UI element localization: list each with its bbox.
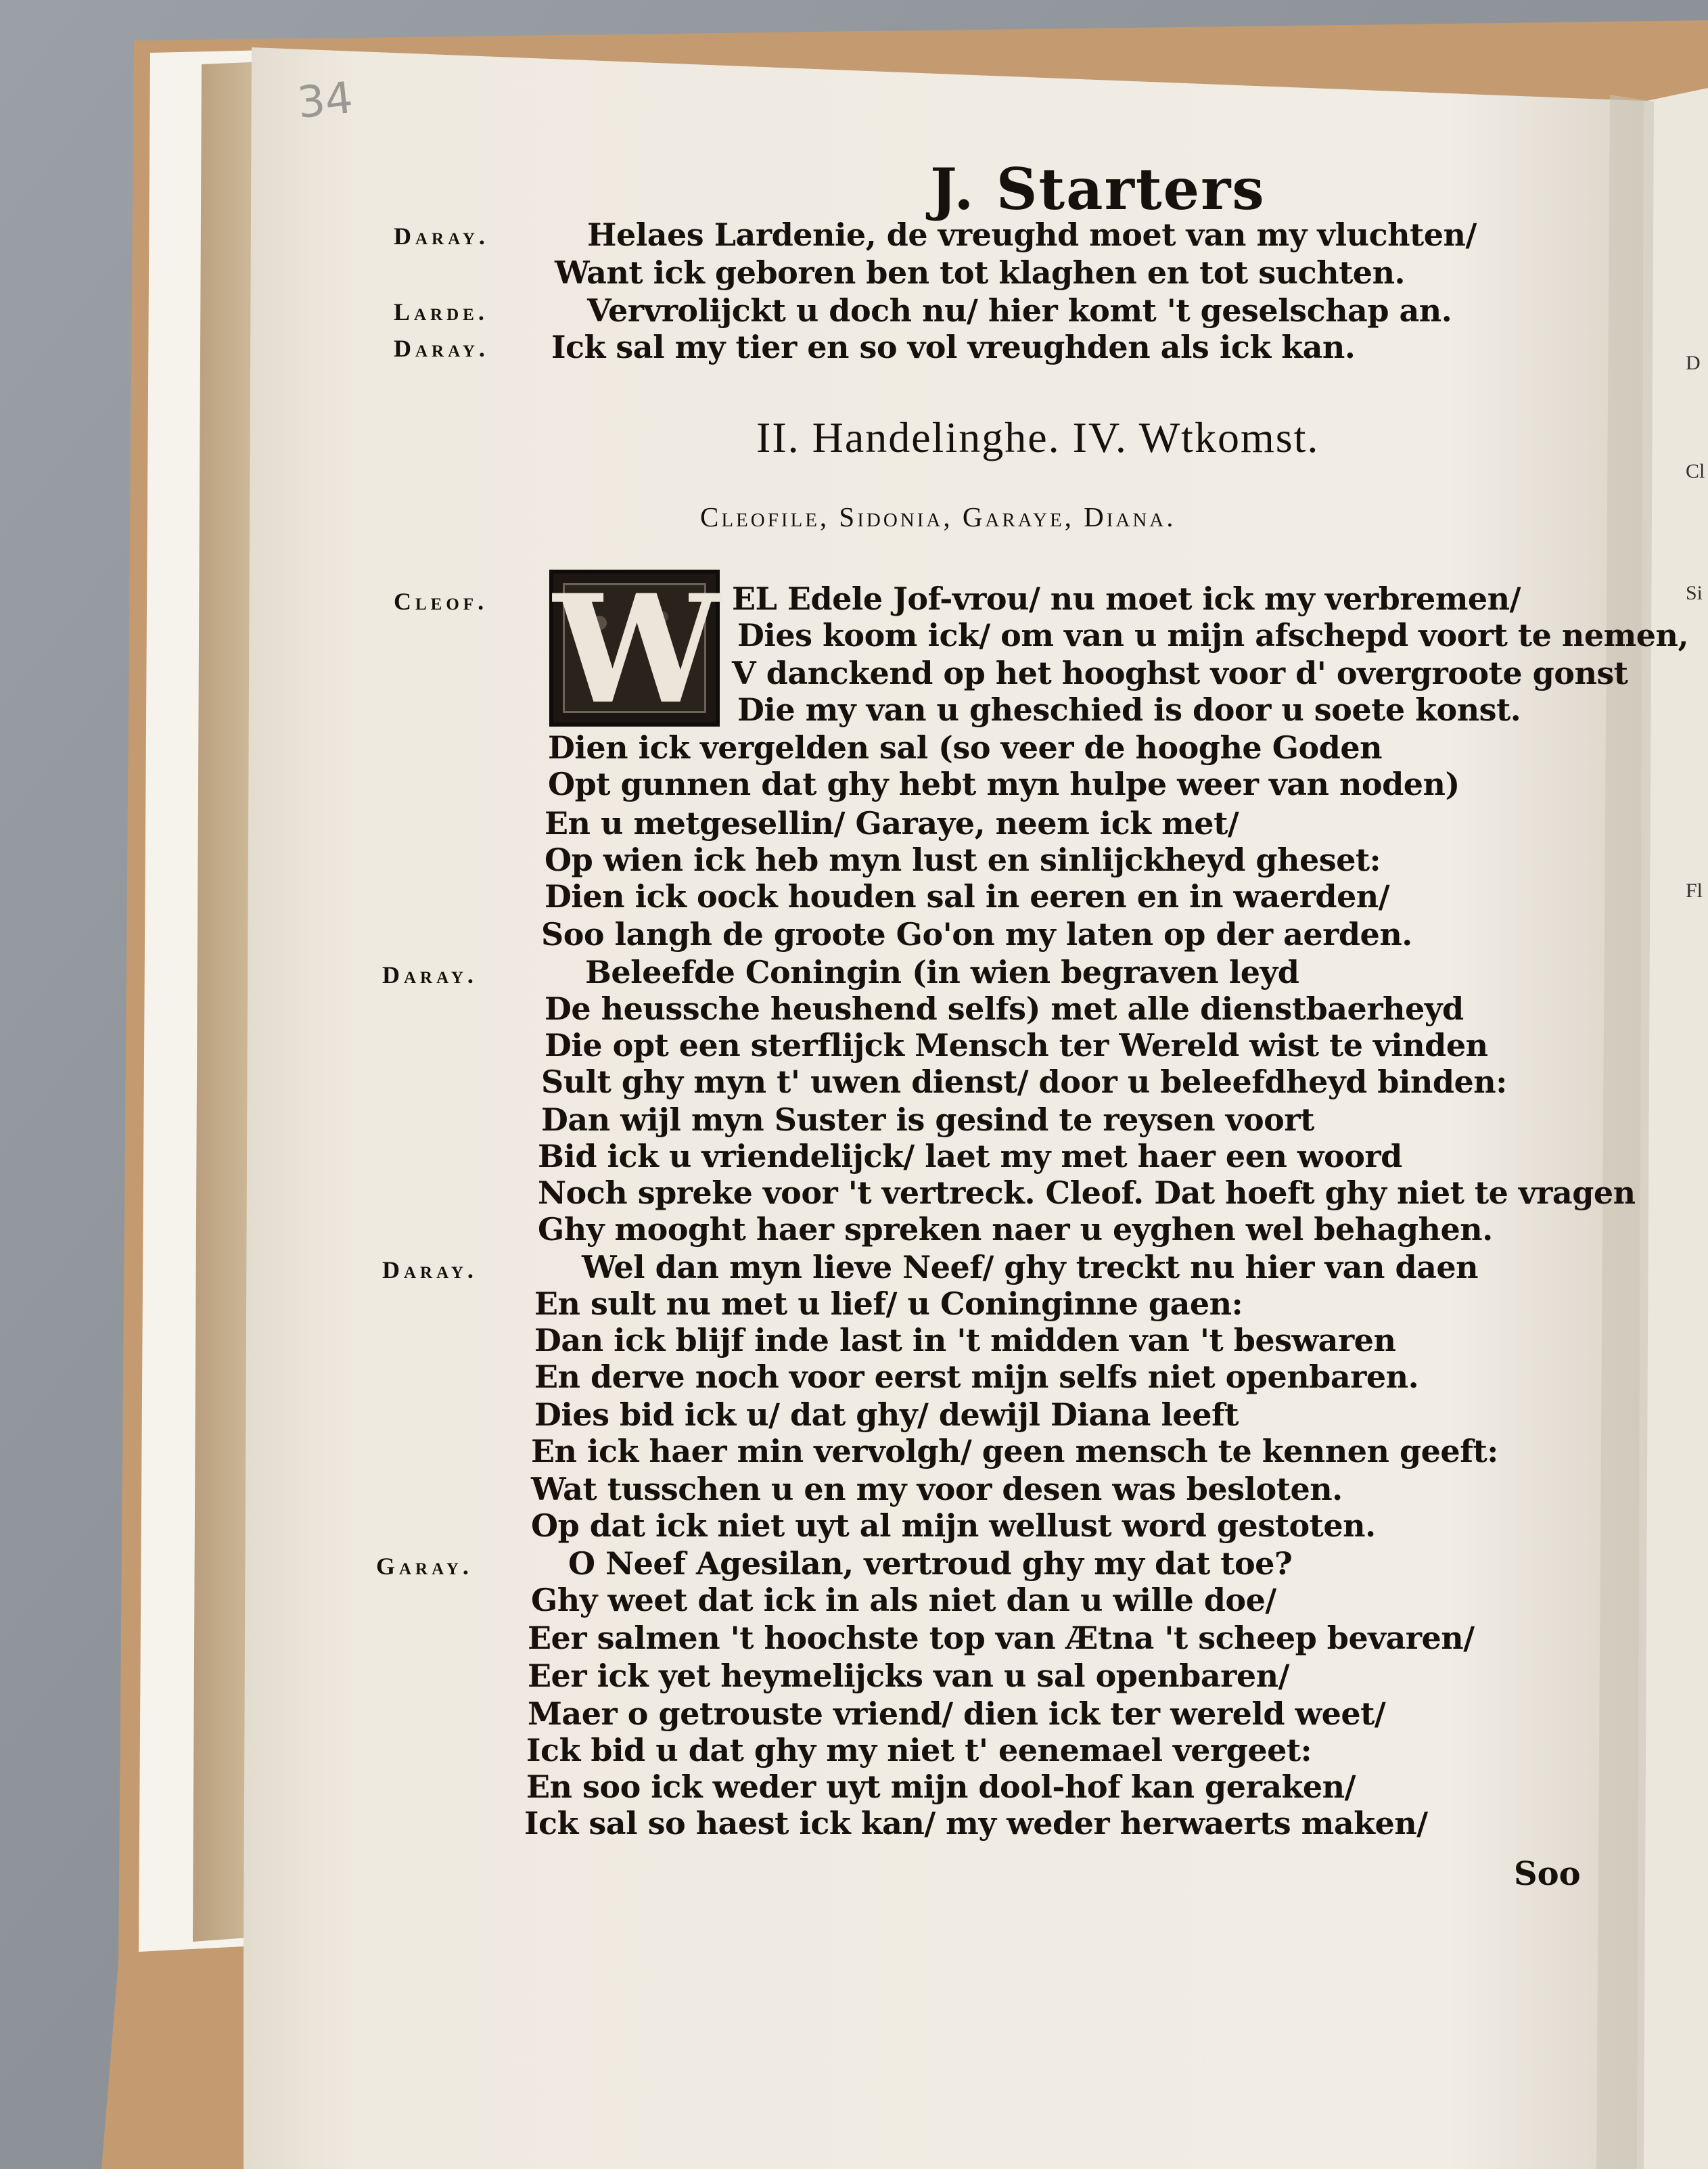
verse-line: O Neef Agesilan, vertroud ghy my dat toe? [568,1545,1293,1582]
verse-line: Dan wijl myn Suster is gesind te reysen voort [541,1101,1314,1138]
verse-line: Dien ick oock houden sal in eeren en in waerden/ [545,878,1390,915]
speaker-daray: Daray. [394,335,489,362]
verse-line: Die opt een sterflijck Mensch ter Wereld wist te vinden [545,1027,1488,1064]
verse-line: Eer salmen 't hoochste top van Ætna 't scheep bevaren/ [528,1620,1475,1656]
verse-line: En soo ick weder uyt mijn dool-hof kan geraken/ [526,1768,1356,1805]
verse-line: Wel dan myn lieve Neef/ ghy treckt nu hier van daen [582,1249,1479,1285]
facing-page-fragment: D [1686,352,1701,374]
verse-line: Op dat ick niet uyt al mijn wellust word gestoten. [531,1507,1376,1544]
drop-cap-letter: W [553,562,721,737]
verse-line: Ghy weet dat ick in als niet dan u wille doe/ [531,1582,1276,1618]
verse-line: En derve noch voor eerst mijn selfs niet openbaren. [534,1359,1419,1395]
verse-line: Dien ick vergelden sal (so veer de hooghe Goden [548,729,1383,766]
speaker-label: Cleof. [394,588,488,615]
facing-page-fragment: Cl [1686,460,1705,482]
verse-line: Noch spreke voor 't vertreck. Cleof. Dat hoeft ghy niet te vragen [538,1174,1636,1211]
speaker-label: Daray. [382,1256,478,1283]
verse-line: Ghy mooght haer spreken naer u eyghen wel behaghen. [538,1211,1493,1248]
cast-list: Cleofile, Sidonia, Garaye, Diana. [700,501,1176,532]
verse-line: Dies bid ick u/ dat ghy/ dewijl Diana leeft [534,1396,1239,1433]
verse-line: Sult ghy myn t' uwen dienst/ door u beleefdheyd binden: [541,1064,1507,1100]
verse-line: Bid ick u vriendelijck/ laet my met haer een woord [538,1138,1402,1174]
verse-line: Helaes Lardenie, de vreughd moet van my vluchten/ [587,216,1477,253]
verse-line: Ick sal my tier en so vol vreughden als ick kan. [551,329,1356,365]
verse-line: Ick bid u dat ghy my niet t' eenemael vergeet: [526,1732,1312,1768]
scene-heading: II. Handelinghe. IV. Wtkomst. [756,413,1320,461]
verse-line: Soo langh de groote Go'on my laten op der aerden. [541,916,1412,953]
facing-page-fragment: Fl [1686,880,1703,902]
speaker-label: Garay. [376,1553,473,1580]
verse-line: De heussche heushend selfs) met alle dienstbaerheyd [545,990,1464,1027]
verse-line: Maer o getrouste vriend/ dien ick ter wereld weet/ [528,1695,1386,1732]
verse-line: V danckend op het hooghst voor d' overgroote gonst [732,655,1628,691]
running-head: J. Starters [930,156,1266,223]
verse-line: En u metgesellin/ Garaye, neem ick met/ [545,805,1239,842]
verse-line: Die my van u gheschied is door u soete konst. [737,691,1521,728]
verse-line: En ick haer min vervolgh/ geen mensch te kennen geeft: [531,1433,1498,1469]
verse-line: EL Edele Jof-vrou/ nu moet ick my verbremen/ [732,580,1521,617]
verse-line: Eer ick yet heymelijcks van u sal openbaren/ [528,1658,1289,1694]
verse-line: Ick sal so haest ick kan/ my weder herwaerts maken/ [524,1805,1428,1842]
verse-line: Vervrolijckt u doch nu/ hier komt 't geselschap an. [587,292,1452,329]
verse-line: En sult nu met u lief/ u Coninginne gaen: [534,1285,1243,1322]
verse-line: Opt gunnen dat ghy hebt myn hulpe weer van noden) [548,766,1460,802]
speaker-label: Daray. [382,961,478,988]
speaker-larde: Larde. [394,298,488,325]
facing-page-fragment: Si [1686,582,1703,604]
verse-line: Want ick geboren ben tot klaghen en tot suchten. [555,254,1406,291]
verse-line: Op wien ick heb myn lust en sinlijckheyd gheset: [545,842,1381,878]
verse-line: Wat tusschen u en my voor desen was besloten. [531,1471,1343,1507]
handwritten-folio-note: 34 [295,72,356,129]
verse-line: Beleefde Coningin (in wien begraven leyd [585,954,1299,990]
verse-line: Dies koom ick/ om van u mijn afschepd voort te nemen, [737,617,1688,654]
verse-line: Dan ick blijf inde last in 't midden van 't beswaren [534,1322,1396,1359]
catchword: Soo [1514,1855,1581,1893]
woodcut-initial-ornament [549,562,721,737]
speaker-daray: Daray. [394,223,489,250]
